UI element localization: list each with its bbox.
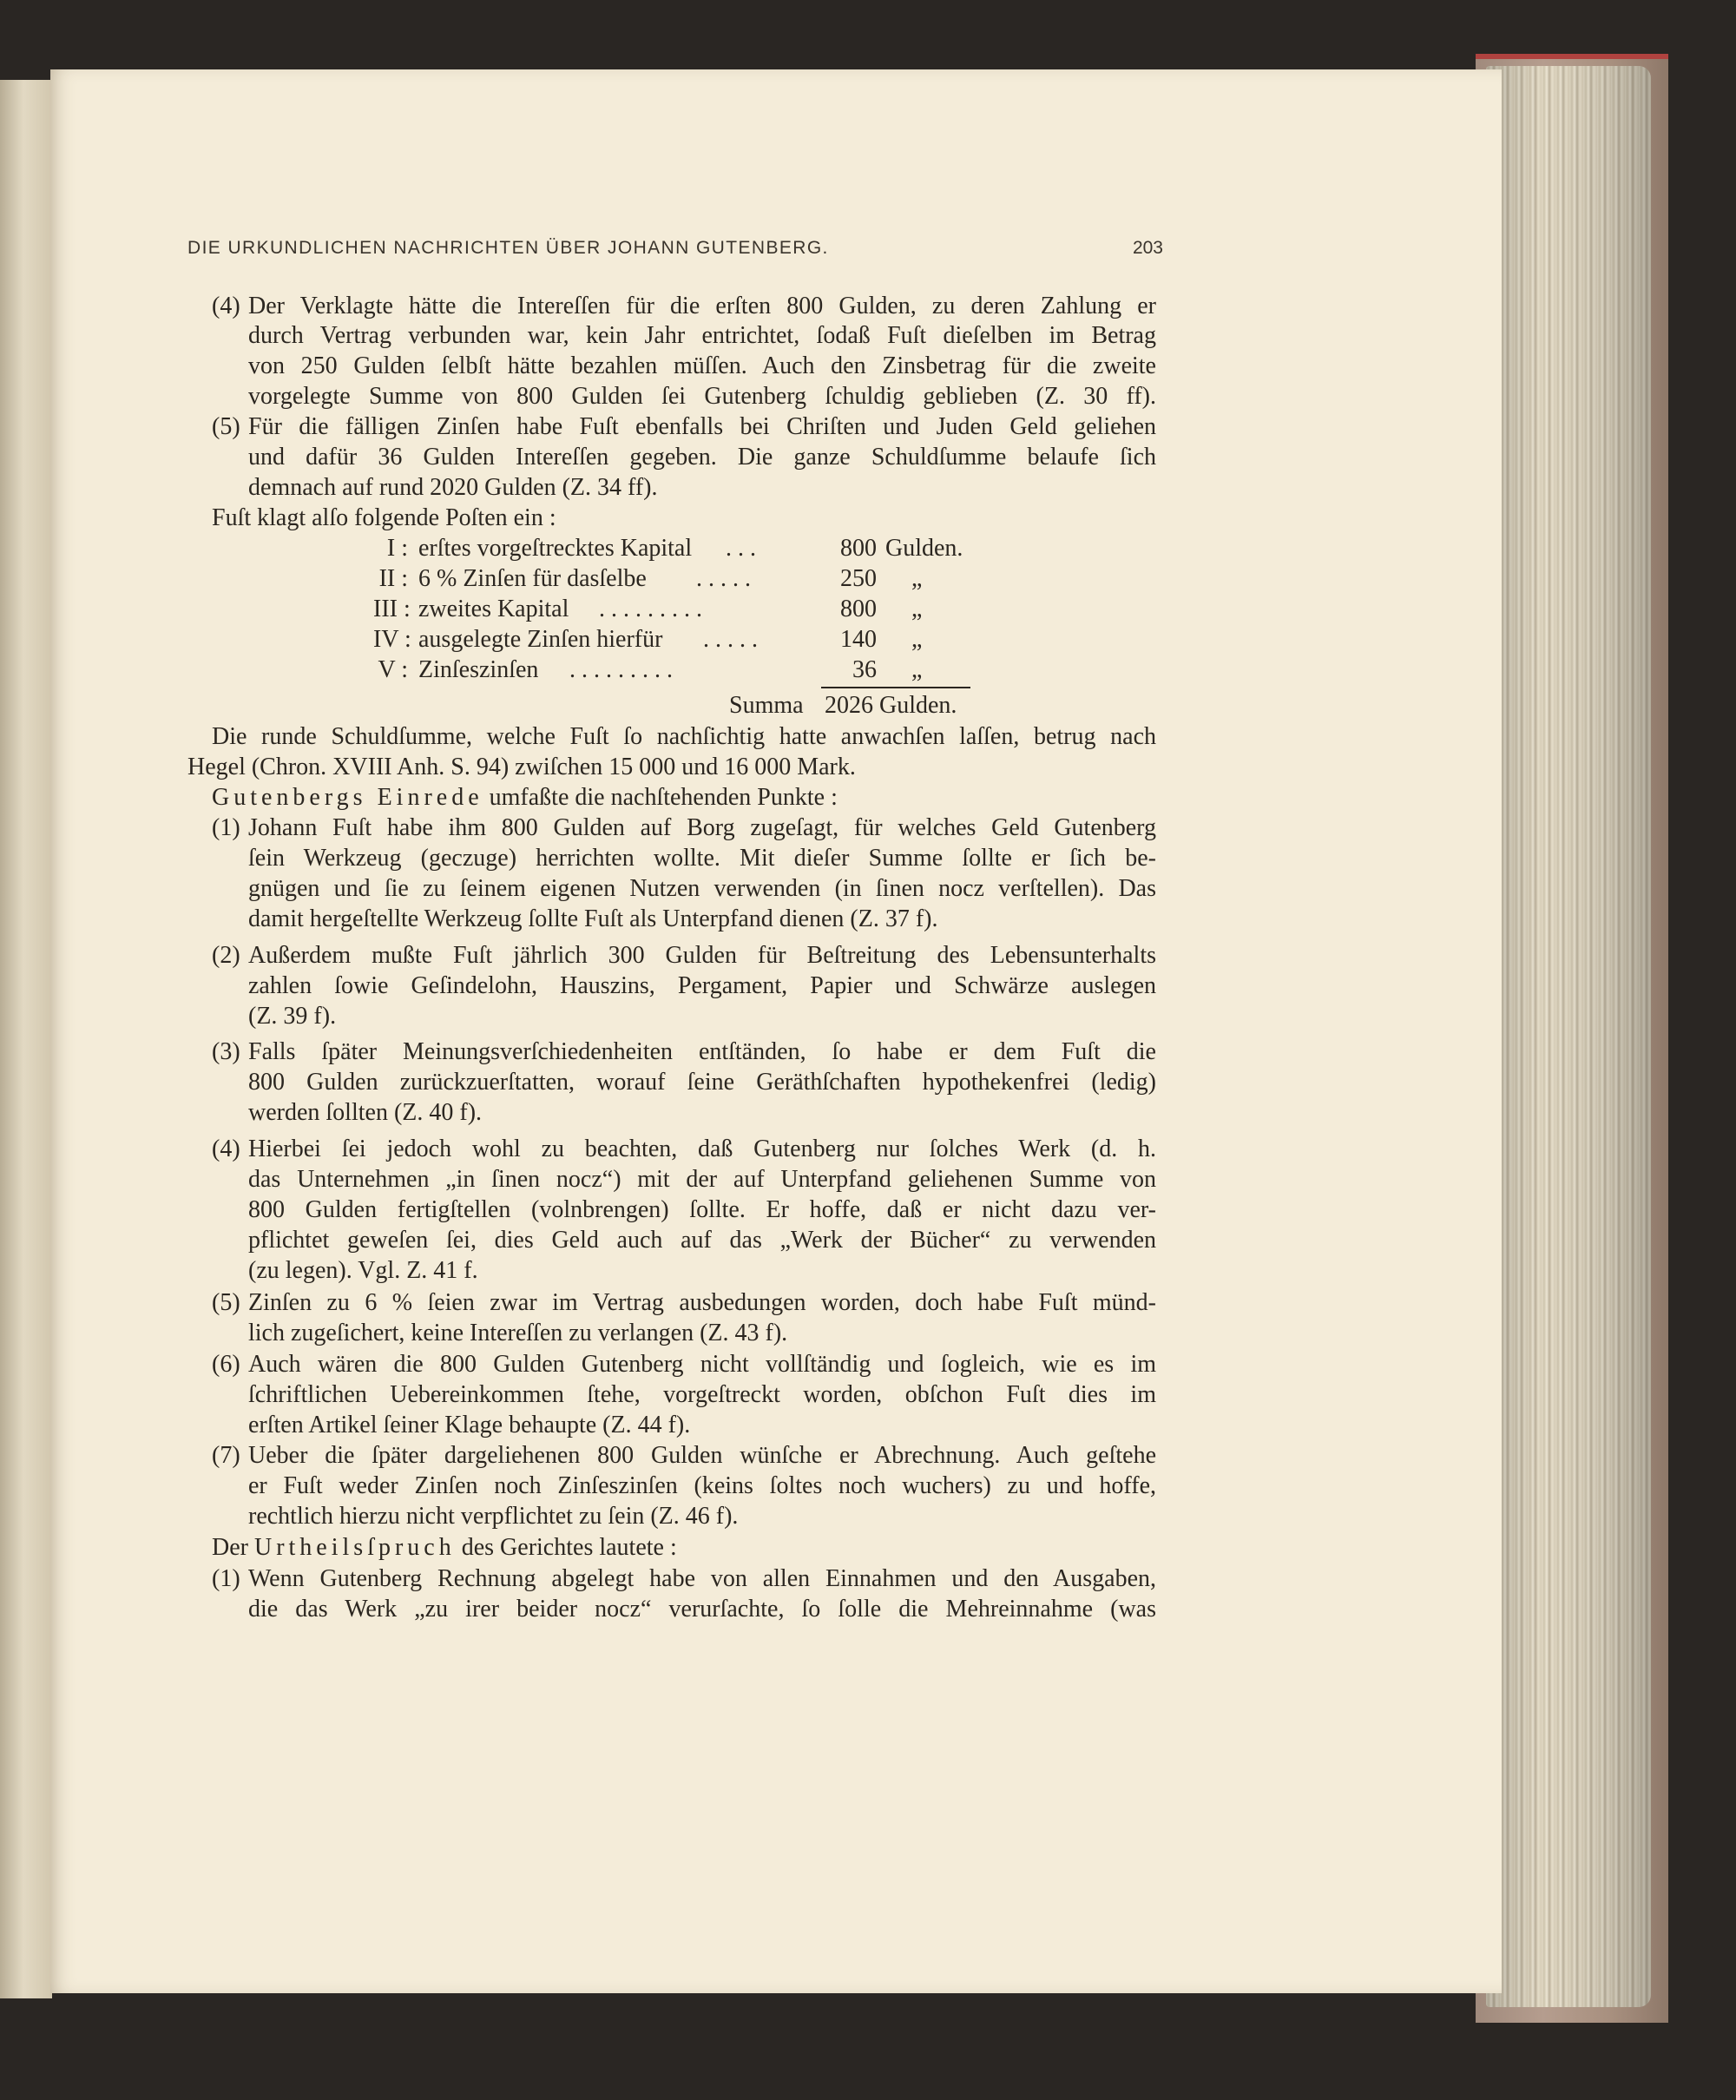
- posten-amount: 140: [840, 626, 877, 653]
- heading-rest: des Gerichtes lautete :: [461, 1534, 677, 1561]
- text-line: damit hergeſtellte Werkzeug ſollte Fuſt als Unterpfand dienen (Z. 37 f).: [248, 905, 938, 932]
- text-line: Die runde Schuldſumme, welche Fuſt ſo nachſichtig hatte anwachſen laſſen, betrug nach: [212, 723, 1156, 750]
- spaced-term: Gutenbergs Einrede: [212, 784, 483, 811]
- page-number: 203: [1132, 238, 1163, 258]
- posten-dots: . . . . .: [696, 565, 751, 592]
- text-line: Außerdem mußte Fuſt jährlich 300 Gulden für Beſtreitung des Lebensunterhalts: [248, 942, 1156, 969]
- running-head-title: DIE URKUNDLICHEN NACHRICHTEN ÜBER JOHANN GUTENBERG.: [187, 238, 829, 258]
- text-line: Hegel (Chron. XVIII Anh. S. 94) zwiſchen 15 000 und 16 000 Mark.: [187, 754, 856, 780]
- page-block-shadow: [1486, 66, 1651, 2007]
- posten-label: 6 % Zinſen für dasſelbe: [418, 565, 647, 592]
- item-marker: (2): [212, 942, 240, 969]
- text-line: zahlen ſowie Geſindelohn, Hauszins, Pergament, Papier und Schwärze auslegen: [248, 972, 1156, 999]
- item-marker: (5): [212, 1289, 240, 1316]
- posten-unit: „: [911, 596, 923, 622]
- item-marker: (1): [212, 1565, 240, 1592]
- posten-roman: IV :: [373, 626, 411, 653]
- posten-amount: 800: [840, 535, 877, 562]
- posten-unit: „: [911, 626, 923, 653]
- einrede-heading: [212, 783, 838, 813]
- posten-unit: Gulden.: [885, 535, 963, 562]
- text-line: Auch wären die 800 Gulden Gutenberg nicht vollſtändig und ſogleich, wie es im: [248, 1351, 1156, 1378]
- text-line: Für die fälligen Zinſen habe Fuſt ebenfalls bei Chriſten und Juden Geld geliehen: [248, 413, 1156, 440]
- text-line: und dafür 36 Gulden Intereſſen gegeben. Die ganze Schuldſumme belaufe ſich: [248, 444, 1156, 471]
- text-line: erſten Artikel ſeiner Klage behaupte (Z. 44 f).: [248, 1412, 691, 1438]
- text-line: ſchriftlichen Uebereinkommen ſtehe, vorgeſtreckt worden, obſchon Fuſt dies im: [248, 1381, 1156, 1408]
- posten-label: zweites Kapital: [418, 596, 569, 622]
- text-line: werden ſollten (Z. 40 f).: [248, 1099, 483, 1126]
- posten-label: erſtes vorgeſtrecktes Kapital: [418, 535, 693, 562]
- posten-roman: III :: [373, 596, 411, 622]
- text-line: Ueber die ſpäter dargeliehenen 800 Gulden wünſche er Abrechnung. Auch geſtehe: [248, 1442, 1156, 1469]
- item-marker: (3): [212, 1038, 240, 1065]
- item-marker: (6): [212, 1351, 240, 1378]
- posten-label: ausgelegte Zinſen hierfür: [418, 626, 663, 653]
- spaced-term: Urtheilsſpruch: [253, 1534, 456, 1561]
- item-marker: (1): [212, 814, 240, 841]
- posten-amount: 36: [852, 656, 877, 683]
- posten-roman: II :: [378, 565, 408, 592]
- text-line: demnach auf rund 2020 Gulden (Z. 34 ff).: [248, 474, 658, 501]
- posten-label: Zinſeszinſen: [418, 656, 539, 683]
- text-line: lich zugeſichert, keine Intereſſen zu verlangen (Z. 43 f).: [248, 1320, 788, 1346]
- text-line: das Unternehmen „in ſinen nocz“) mit der auf Unterpfand geliehenen Summe von: [248, 1166, 1156, 1193]
- text-line: Zinſen zu 6 % ſeien zwar im Vertrag ausbedungen worden, doch habe Fuſt münd-: [248, 1289, 1156, 1316]
- heading-pre: Der: [212, 1534, 248, 1561]
- running-head: [187, 233, 1163, 264]
- text-line: 800 Gulden fertigſtellen (volnbrengen) ſollte. Er hoffe, daß er nicht dazu ver-: [248, 1196, 1156, 1223]
- item-marker: (4): [212, 293, 240, 319]
- text-line: 800 Gulden zurückzuerſtatten, worauf ſeine Geräthſchaften hypothekenfrei (ledig): [248, 1069, 1156, 1096]
- posten-roman: V :: [378, 656, 408, 683]
- posten-dots: . . . . . . . . .: [569, 656, 673, 683]
- summa-value: 2026 Gulden.: [825, 692, 957, 719]
- left-page-edge: [0, 80, 52, 1998]
- text-line: Der Verklagte hätte die Intereſſen für die erſten 800 Gulden, zu deren Zahlung er: [248, 293, 1156, 319]
- text-line: Hierbei ſei jedoch wohl zu beachten, daß Gutenberg nur ſolches Werk (d. h.: [248, 1136, 1156, 1162]
- item-marker: (7): [212, 1442, 240, 1469]
- sum-rule: [821, 687, 970, 688]
- posten-dots: . . .: [726, 535, 756, 562]
- text-line: vorgelegte Summe von 800 Gulden ſei Gutenberg ſchuldig geblieben (Z. 30 ff).: [248, 383, 1156, 410]
- text-line: von 250 Gulden ſelbſt hätte bezahlen müſſen. Auch den Zinsbetrag für die zweite: [248, 352, 1156, 379]
- text-line: die das Werk „zu irer beider nocz“ verurſachte, ſo ſolle die Mehreinnahme (was: [248, 1596, 1156, 1623]
- posten-amount: 800: [840, 596, 877, 622]
- item-marker: (4): [212, 1136, 240, 1162]
- text-line: Fuſt klagt alſo folgende Poſten ein :: [212, 504, 556, 531]
- posten-unit: „: [911, 565, 923, 592]
- text-line: (zu legen). Vgl. Z. 41 f.: [248, 1257, 478, 1284]
- text-line: (Z. 39 f).: [248, 1003, 337, 1030]
- item-marker: (5): [212, 413, 240, 440]
- urteil-heading: [212, 1533, 677, 1563]
- text-line: Wenn Gutenberg Rechnung abgelegt habe von allen Einnahmen und den Ausgaben,: [248, 1565, 1156, 1592]
- text-line: Johann Fuſt habe ihm 800 Gulden auf Borg zugeſagt, für welches Geld Gutenberg: [248, 814, 1156, 841]
- posten-unit: „: [911, 656, 923, 683]
- posten-dots: . . . . .: [703, 626, 758, 653]
- posten-roman: I :: [386, 535, 408, 562]
- text-line: durch Vertrag verbunden war, kein Jahr entrichtet, ſodaß Fuſt dieſelben im Betrag: [248, 322, 1156, 349]
- text-line: ſein Werkzeug (geczuge) herrichten wollte. Mit dieſer Summe ſollte er ſich be-: [248, 845, 1156, 872]
- text-line: gnügen und ſie zu ſeinem eigenen Nutzen verwenden (in ſinen nocz verſtellen). Das: [248, 875, 1156, 902]
- text-line: pflichtet geweſen ſei, dies Geld auch auf das „Werk der Bücher“ zu verwenden: [248, 1227, 1156, 1254]
- text-line: er Fuſt weder Zinſen noch Zinſeszinſen (keins ſoltes noch wuchers) zu und hoffe,: [248, 1472, 1156, 1499]
- heading-rest: umfaßte die nachſtehenden Punkte :: [489, 784, 838, 811]
- summa-label: Summa: [729, 692, 804, 719]
- posten-dots: . . . . . . . . .: [599, 596, 702, 622]
- text-line: Falls ſpäter Meinungsverſchiedenheiten entſtänden, ſo habe er dem Fuſt die: [248, 1038, 1156, 1065]
- text-line: rechtlich hierzu nicht verpflichtet zu ſein (Z. 46 f).: [248, 1503, 739, 1530]
- posten-amount: 250: [840, 565, 877, 592]
